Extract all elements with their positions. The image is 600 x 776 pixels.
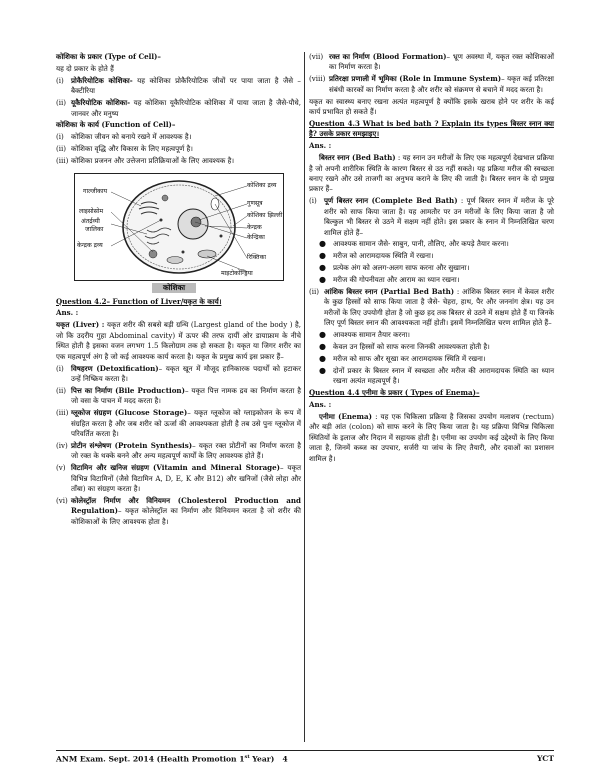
vacuole-label: रिक्तिका [247, 253, 266, 261]
item-text: : आंशिक बिस्तर स्नान में केवल शरीर के कुछ हिस्सों को साफ किया जाता है जैसे- चेहरा, हाथ, पैर और जननांग क्षेत्र। यह उन मरीजों के लिए उपयोगी होता है जो कुछ हद तक बिस्तर से उठने में सक्षम होते हैं या जिनके लिए पूर्ण बिस्तर स्नान की आवश्यकता नहीं होती। इसमें निम्नलिखित चरण शामिल होते हैं– [324, 287, 555, 328]
liver-intro-text: यकृत शरीर की सबसे बड़ी ग्रन्थि (Largest gland of the body ) है, जो कि उदरीय गुहा Abdominal cavity) में ऊपर की तरफ दायीं ओर डायाफ्राम के नीचे स्थित होती है इसका वजन लगभग 1.5 किलोग्राम तक हो सकता है। यकृत या जिगर शरीर का एक महत्वपूर्ण अंग है जो कई आवश्यक कार्य करता है। यकृत के प्रमुख कार्य इस प्रकार हैं– [56, 320, 301, 361]
item-title: ग्लूकोज संग्रहण (Glucose Storage) [71, 408, 188, 418]
item-number: (ii) [309, 287, 320, 297]
centriole-label: केन्द्रिका [247, 233, 265, 241]
liver-function-item [56, 463, 301, 494]
cytoplasm-label: कोशिका द्रव्य [247, 181, 277, 189]
footer-title-tail: Year) [249, 754, 275, 764]
item-number: (v) [56, 463, 66, 473]
list-item-text: आवश्यक सामान तैयार करना। [333, 330, 410, 340]
question-heading: Question 4.4 एनीमा के प्रकार ( Types of Enema)– [309, 388, 480, 398]
item-number: (ii) [56, 98, 67, 108]
item-number: (vi) [56, 495, 68, 505]
diagram-caption: कोशिका [152, 283, 196, 293]
liver-function-item [56, 386, 301, 407]
bullet-icon: ● [319, 263, 326, 273]
item-number: (iii) [56, 408, 69, 418]
column-divider [304, 52, 305, 742]
er-label-1: अंतर्द्रव्यी [81, 217, 100, 225]
nucleolus-label: केन्द्रक द्रव्य [77, 241, 103, 249]
bed-bath-text: : यह स्नान उन मरीजों के लिए एक महत्वपूर्ण देखभाल प्रक्रिया है जो अपनी शारीरिक स्थिति के कारण बिस्तर से उठ नहीं सकते। यह प्रक्रिया मरीज की स्वच्छता बनाए रखने और उसे ताजगी का अनुभव कराने के लिए की जाती है। बिस्तर स्नान के दो प्रमुख प्रकार हैं– [309, 153, 554, 194]
item-number: (i) [56, 132, 64, 142]
liver-function-item [56, 408, 301, 439]
item-text: – यकृत खून में मौजूद हानिकारक पदार्थों को हटाकर उन्हें निष्क्रिय करता है। [71, 363, 301, 383]
list-item-text: मरीज को साफ और सूखा कर आरामदायक स्थिति में रखना। [333, 353, 486, 363]
question-heading: Question 4.3 What is bed bath ? Explain its types बिस्तर स्नान क्या है? उसके प्रकार समझाइए। [309, 118, 554, 139]
complete-bath-item [309, 196, 554, 238]
list-item-text: प्रत्येक अंग को अलग-अलग साफ करना और सुखाना। [333, 263, 470, 273]
item-text: कोशिका वृद्धि और विकास के लिए महत्वपूर्ण है। [71, 144, 193, 154]
item-text: : पूर्ण बिस्तर स्नान में मरीज के पूरे शरीर को साफ किया जाता है। यह आमतौर पर उन मरीजों के लिए किया जाता है जो बिल्कुल भी बिस्तर से उठने में सक्षम नहीं होते। इस प्रकार के स्नान में निम्नलिखित चरण शामिल होते हैं– [324, 196, 554, 237]
footer-publisher: YCT [537, 754, 554, 763]
footer-title-text: ANM Exam. Sept. 2014 (Health Promotion 1 [56, 754, 245, 764]
page-number: 4 [282, 754, 288, 764]
cell-function-item [56, 156, 301, 166]
left-column [56, 52, 301, 529]
item-text: कोशिका जीवन को बनाये रखने में आवश्यक है। [71, 132, 192, 142]
list-item [319, 275, 554, 285]
item-number: (ii) [56, 144, 67, 154]
liver-function-item [309, 52, 554, 73]
list-item [319, 251, 554, 261]
bullet-icon: ● [319, 342, 326, 352]
liver-function-item [56, 496, 301, 527]
footer-sup: st [244, 754, 250, 760]
liver-intro [56, 320, 301, 362]
bed-bath-title: बिस्तर स्नान (Bed Bath) [319, 153, 396, 163]
partial-bath-item [309, 287, 554, 329]
list-item-text: केवल उन हिस्सों को साफ करना जिनकी आवश्यकता होती है। [333, 342, 490, 352]
item-title: पूर्ण बिस्तर स्नान (Complete Bed Bath) [324, 196, 458, 206]
item-title: विषहरण (Detoxification) [71, 363, 159, 373]
list-item [319, 330, 554, 340]
item-title: रक्त का निर्माण (Blood Formation) [329, 52, 447, 61]
list-item-text: आवश्यक सामान जैसे- साबुन, पानी, तौलिए, और कपड़े तैयार करना। [333, 239, 509, 249]
bullet-icon: ● [319, 330, 326, 340]
item-number: (i) [309, 196, 317, 206]
list-item [319, 239, 554, 249]
item-title: कोलेस्ट्रॉल निर्माण और विनियमन (Cholesterol Production and Regulation) [71, 495, 301, 516]
item-title: प्रतिरक्षा प्रणाली में भूमिका (Role in Immune System) [329, 74, 502, 84]
item-number: (ii) [56, 385, 67, 395]
question-heading: Question 4.2– Function of Liver/यकृत के कार्य। [56, 296, 222, 306]
item-text: – यकृत विभिन्न विटामिनों (जैसे विटामिन A, D, E, K और B12) और खनिजों (जैसे लोहा और ताँबा) का संग्रहण करता है। [71, 463, 301, 493]
bullet-icon: ● [319, 251, 326, 261]
list-item [319, 342, 554, 352]
cell-function-item [56, 144, 301, 154]
lysosome-label: लाइसोसोम [79, 207, 104, 215]
cell-diagram [74, 173, 284, 281]
centrosome-label: गुणसूत्र [247, 199, 263, 207]
bullet-icon: ● [319, 239, 326, 249]
list-item [319, 354, 554, 364]
footer-title [56, 754, 288, 764]
bullet-icon: ● [319, 275, 326, 285]
nucleus-label: केन्द्रक [247, 223, 262, 231]
item-text: – भ्रूण अवस्था में, यकृत रक्त कोशिकाओं का निर्माण करता है। [329, 52, 554, 72]
answer-label: Ans. : [309, 141, 332, 151]
enema-intro [309, 412, 554, 464]
er-label-2: जालिका [85, 225, 104, 233]
item-title: यूकैरियोटिक कोशिका- [71, 98, 131, 108]
item-number: (vii) [309, 52, 324, 61]
item-text: – यकृत कई प्रतिरक्षा संबंधी कारकों का निर्माण करता है और शरीर को संक्रमण से बचाने में मदद करता है। [329, 74, 554, 94]
answer-label: Ans. : [309, 400, 332, 410]
cell-functions-heading: कोशिका के कार्य (Function of Cell)– [56, 120, 176, 130]
list-item [319, 366, 554, 387]
membrane-label: कोशिका झिल्ली [247, 211, 283, 219]
item-title: प्रोकैरियोटिक कोशिका- [71, 75, 133, 85]
item-title: आंशिक बिस्तर स्नान (Partial Bed Bath) [324, 287, 455, 297]
item-title: प्रोटीन संश्लेषण (Protein Synthesis) [71, 440, 193, 450]
liver-function-item [56, 364, 301, 385]
cell-function-item [56, 132, 301, 142]
list-item-text: मरीज को आरामदायक स्थिति में रखना। [333, 251, 434, 261]
item-title: पित्त का निर्माण (Bile Production) [71, 385, 185, 395]
cell-types-intro: यह दो प्रकार के होते हैं [56, 63, 114, 73]
golgi-label: गाल्जीकाय [83, 187, 108, 195]
item-number: (i) [56, 75, 64, 85]
cell-type-item [56, 98, 301, 119]
list-item-text: दोनों प्रकार के बिस्तर स्नान में स्वच्छता और मरीज की आरामदायक स्थिति का ध्यान रखना अत्यंत महत्वपूर्ण है। [333, 365, 554, 386]
item-number: (viii) [309, 74, 326, 84]
bullet-icon: ● [319, 353, 326, 363]
page-footer [56, 750, 554, 764]
item-text: यह कोशिका प्रोकैरियोटिक जीवों पर पाया जाता है जैसे – बैक्टीरिया [71, 75, 301, 96]
liver-function-item [56, 441, 301, 462]
bed-bath-intro [309, 153, 554, 195]
answer-label: Ans. : [56, 308, 79, 318]
mitochondria-label: माइटोकोन्ड्रिया [221, 269, 253, 277]
liver-closing: यकृत का स्वास्थ्य बनाए रखना अत्यंत महत्वपूर्ण है क्योंकि इसके खराब होने पर शरीर के कई कार्य प्रभावित हो सकते हैं। [309, 96, 554, 117]
cell-type-item [56, 76, 301, 97]
item-text: – यकृत पित्त नामक द्रव का निर्माण करता है जो वसा के पाचन में मदद करता है। [71, 385, 301, 406]
item-title: विटामिन और खनिज संग्रहण (Vitamin and Mineral Storage) [71, 463, 281, 473]
list-item [319, 263, 554, 273]
enema-text: : यह एक चिकित्सा प्रक्रिया है जिसका उपयोग मलाशय (rectum) और बड़ी आंत (colon) को साफ करने के लिए किया जाता है। यह प्रक्रिया विभिन्न चिकित्सा स्थितियों के इलाज और निदान में सहायक होती है। एनीमा का उपयोग कई उद्देश्यों के लिए किया जाता है, जिनमें कब्ज का उपचार, सर्जरी या जांच के लिए तैयारी, और दवाओं का प्रशासन शामिल है। [309, 412, 554, 463]
item-number: (i) [56, 363, 64, 373]
item-number: (iii) [56, 156, 69, 166]
item-text: यह कोशिका यूकैरियोटिक कोशिका में पाया जाता है जैसे-पौधे, जानवर और मनुष्य [71, 98, 302, 118]
liver-intro-title: यकृत (Liver) : [56, 320, 105, 330]
liver-function-item [309, 74, 554, 95]
item-number: (iv) [56, 440, 68, 450]
list-item-text: मरीज की गोपनीयता और आराम का ध्यान रखना। [333, 275, 460, 285]
right-column [309, 52, 554, 466]
cell-types-heading: कोशिका के प्रकार (Type of Cell)– [56, 52, 161, 61]
bullet-icon: ● [319, 365, 326, 375]
item-text: – यकृत कोलेस्ट्रॉल का निर्माण और विनियमन करता है जो शरीर की कोशिकाओं के लिए आवश्यक होता है। [71, 506, 301, 526]
item-text: – यकृत रक्त प्रोटीनों का निर्माण करता है जो रक्त के थक्के बनने और अन्य महत्वपूर्ण कार्यों के लिए आवश्यक होते हैं। [71, 440, 301, 461]
enema-title: एनीमा (Enema) [319, 412, 372, 421]
item-text: – यकृत ग्लूकोज को ग्लाइकोजन के रूप में संग्रहित करता है और जब शरीर को ऊर्जा की आवश्यकता होती है तब उसे पुनः ग्लूकोज में परिवर्तित करता है। [71, 408, 301, 438]
item-text: कोशिका प्रजनन और उत्तेजना प्रतिक्रियाओं के लिए आवश्यक है। [71, 156, 235, 166]
